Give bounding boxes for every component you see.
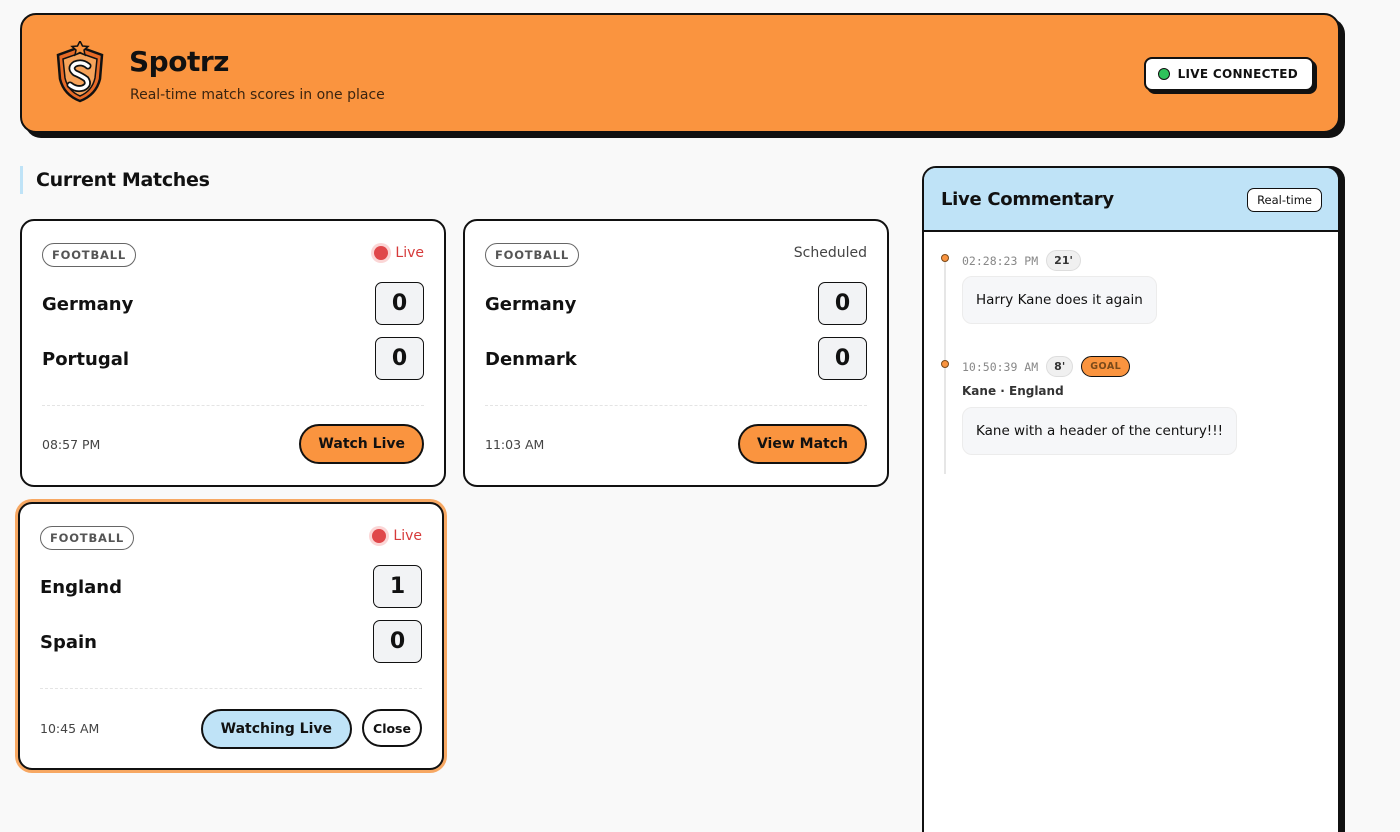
match-status-label: Live xyxy=(393,528,422,544)
away-team: Denmark xyxy=(485,349,577,370)
away-score: 0 xyxy=(818,337,867,380)
app-header xyxy=(20,13,1340,133)
home-score: 0 xyxy=(375,282,424,325)
away-score: 0 xyxy=(375,337,424,380)
match-status xyxy=(372,528,422,544)
match-card xyxy=(20,219,446,487)
close-button[interactable]: Close xyxy=(362,709,422,747)
card-divider xyxy=(40,688,422,689)
live-dot-icon xyxy=(374,246,388,260)
match-status-label: Scheduled xyxy=(793,245,867,261)
minute-badge: 21' xyxy=(1046,250,1081,271)
commentary-message: Kane with a header of the century!!! xyxy=(962,407,1237,455)
commentary-timestamp: 10:50:39 AM xyxy=(962,359,1039,374)
home-team: England xyxy=(40,577,123,598)
sport-pill: FOOTBALL xyxy=(40,526,134,550)
commentary-header xyxy=(924,168,1338,232)
timeline-dot-icon xyxy=(941,254,949,262)
commentary-meta xyxy=(962,356,1130,377)
home-team: Germany xyxy=(485,294,577,315)
live-commentary-panel xyxy=(922,166,1340,832)
sport-pill: FOOTBALL xyxy=(42,243,136,267)
live-dot-icon xyxy=(372,529,386,543)
goal-tag: GOAL xyxy=(1081,356,1130,377)
match-card-active xyxy=(18,502,444,770)
away-score: 0 xyxy=(373,620,422,663)
commentary-timestamp: 02:28:23 PM xyxy=(962,253,1039,268)
card-divider xyxy=(485,405,867,406)
brand-name: Spotrz xyxy=(129,45,229,78)
sport-pill: FOOTBALL xyxy=(485,243,579,267)
commentary-title: Live Commentary xyxy=(941,189,1114,210)
commentary-message: Harry Kane does it again xyxy=(962,276,1157,324)
timeline-dot-icon xyxy=(941,360,949,368)
shield-s-star-icon xyxy=(52,41,108,105)
match-status-label: Live xyxy=(395,245,424,261)
away-team: Portugal xyxy=(42,349,130,370)
commentary-player: Kane · England xyxy=(962,384,1064,398)
watch-live-button[interactable]: Watch Live xyxy=(299,424,424,464)
match-status xyxy=(374,245,424,261)
home-score: 1 xyxy=(373,565,422,608)
brand-tagline: Real-time match scores in one place xyxy=(130,87,385,103)
match-time: 11:03 AM xyxy=(485,437,545,452)
home-score: 0 xyxy=(818,282,867,325)
section-title: Current Matches xyxy=(36,169,210,191)
match-card xyxy=(463,219,889,487)
view-match-button[interactable]: View Match xyxy=(738,424,867,464)
status-dot-icon xyxy=(1158,68,1170,80)
connection-status-badge xyxy=(1144,57,1314,91)
section-accent-bar xyxy=(20,166,23,194)
away-team: Spain xyxy=(40,632,97,653)
commentary-meta xyxy=(962,250,1081,271)
realtime-badge: Real-time xyxy=(1247,188,1322,212)
watching-live-button[interactable]: Watching Live xyxy=(201,709,352,749)
connection-status-label: LIVE CONNECTED xyxy=(1177,67,1298,81)
match-time: 08:57 PM xyxy=(42,437,101,452)
match-time: 10:45 AM xyxy=(40,721,100,736)
minute-badge: 8' xyxy=(1046,356,1073,377)
card-divider xyxy=(42,405,424,406)
home-team: Germany xyxy=(42,294,134,315)
